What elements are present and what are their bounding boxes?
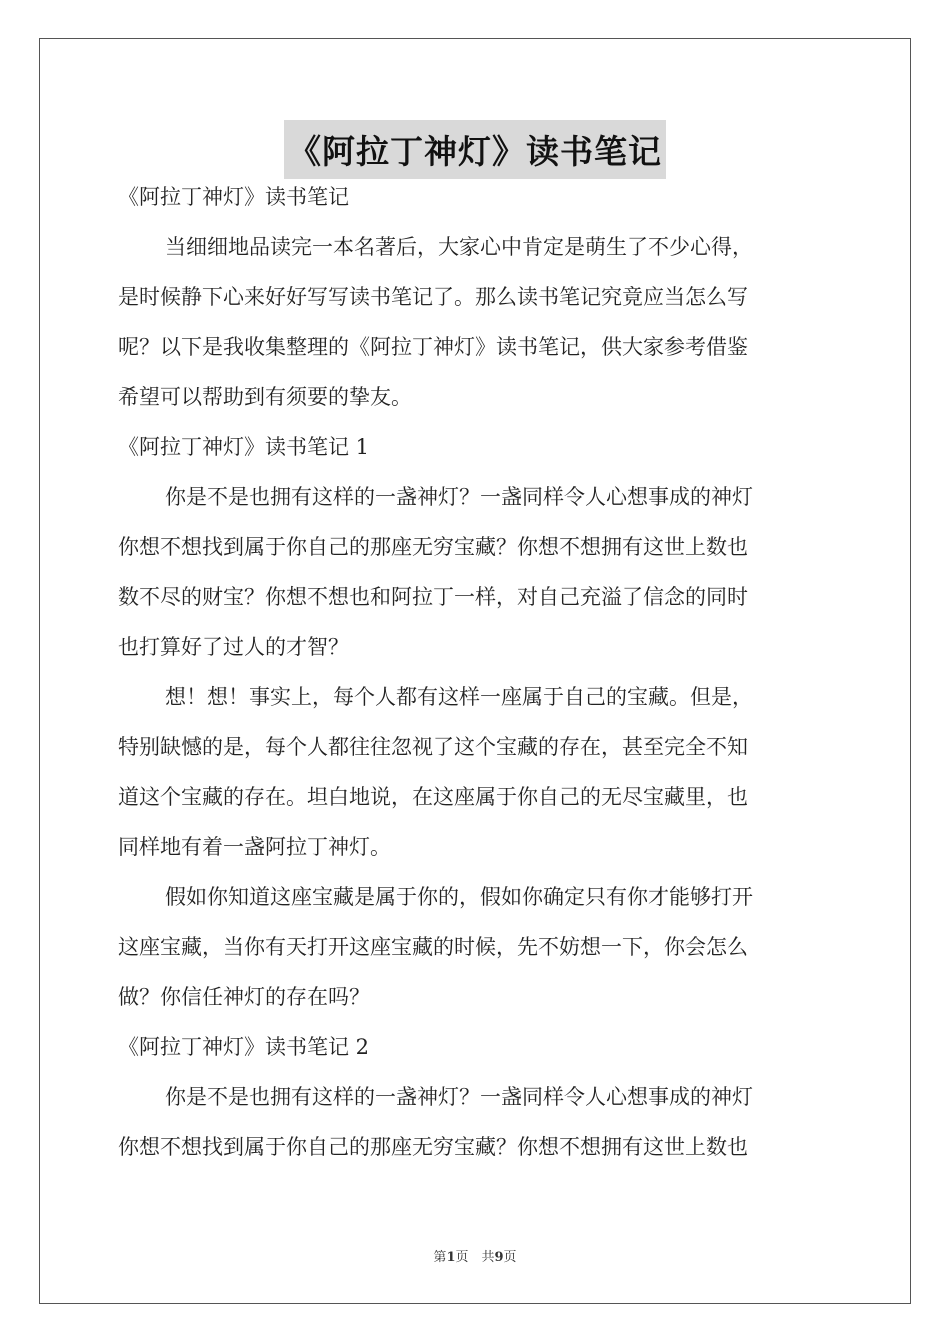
body-line: 想！想！事实上，每个人都有这样一座属于自己的宝藏。但是， bbox=[165, 685, 753, 709]
page-prefix: 第 bbox=[433, 1250, 447, 1265]
body-line: 这座宝藏，当你有天打开这座宝藏的时候，先不妨想一下，你会怎么 bbox=[118, 935, 748, 959]
body-line: 假如你知道这座宝藏是属于你的，假如你确定只有你才能够打开 bbox=[165, 885, 753, 909]
title-container bbox=[0, 120, 950, 179]
body-line: 是时候静下心来好好写写读书笔记了。那么读书笔记究竟应当怎么写 bbox=[118, 285, 748, 309]
body-line: 特别缺憾的是，每个人都往往忽视了这个宝藏的存在，甚至完全不知 bbox=[118, 735, 748, 759]
document-title: 《阿拉丁神灯》读书笔记 bbox=[284, 120, 666, 179]
body-line: 呢？以下是我收集整理的《阿拉丁神灯》读书笔记，供大家参考借鉴 bbox=[118, 335, 748, 359]
body-line: 希望可以帮助到有须要的挚友。 bbox=[118, 385, 412, 409]
page-suffix: 页 bbox=[503, 1250, 517, 1265]
body-line: 你想不想找到属于你自己的那座无穷宝藏？你想不想拥有这世上数也 bbox=[118, 535, 748, 559]
body-line: 数不尽的财宝？你想不想也和阿拉丁一样，对自己充溢了信念的同时 bbox=[118, 585, 748, 609]
body-line: 当细细地品读完一本名著后，大家心中肯定是萌生了不少心得， bbox=[165, 235, 753, 259]
page-footer bbox=[0, 1246, 950, 1265]
body-line: 道这个宝藏的存在。坦白地说，在这座属于你自己的无尽宝藏里，也 bbox=[118, 785, 748, 809]
total-pages-number: 9 bbox=[494, 1250, 504, 1265]
body-line: 做？你信任神灯的存在吗？ bbox=[118, 985, 370, 1009]
page-mid: 页 共 bbox=[455, 1250, 495, 1265]
body-line: 同样地有着一盏阿拉丁神灯。 bbox=[118, 835, 391, 859]
section-heading-1: 《阿拉丁神灯》读书笔记 1 bbox=[118, 435, 370, 459]
body-line: 你想不想找到属于你自己的那座无穷宝藏？你想不想拥有这世上数也 bbox=[118, 1135, 748, 1159]
body-line: 你是不是也拥有这样的一盏神灯？一盏同样令人心想事成的神灯 bbox=[165, 1085, 753, 1109]
page-border bbox=[39, 38, 911, 1304]
section-heading-2: 《阿拉丁神灯》读书笔记 2 bbox=[118, 1035, 370, 1059]
subtitle-line: 《阿拉丁神灯》读书笔记 bbox=[118, 185, 349, 209]
body-line: 你是不是也拥有这样的一盏神灯？一盏同样令人心想事成的神灯 bbox=[165, 485, 753, 509]
current-page-number: 1 bbox=[446, 1250, 456, 1265]
body-line: 也打算好了过人的才智？ bbox=[118, 635, 349, 659]
